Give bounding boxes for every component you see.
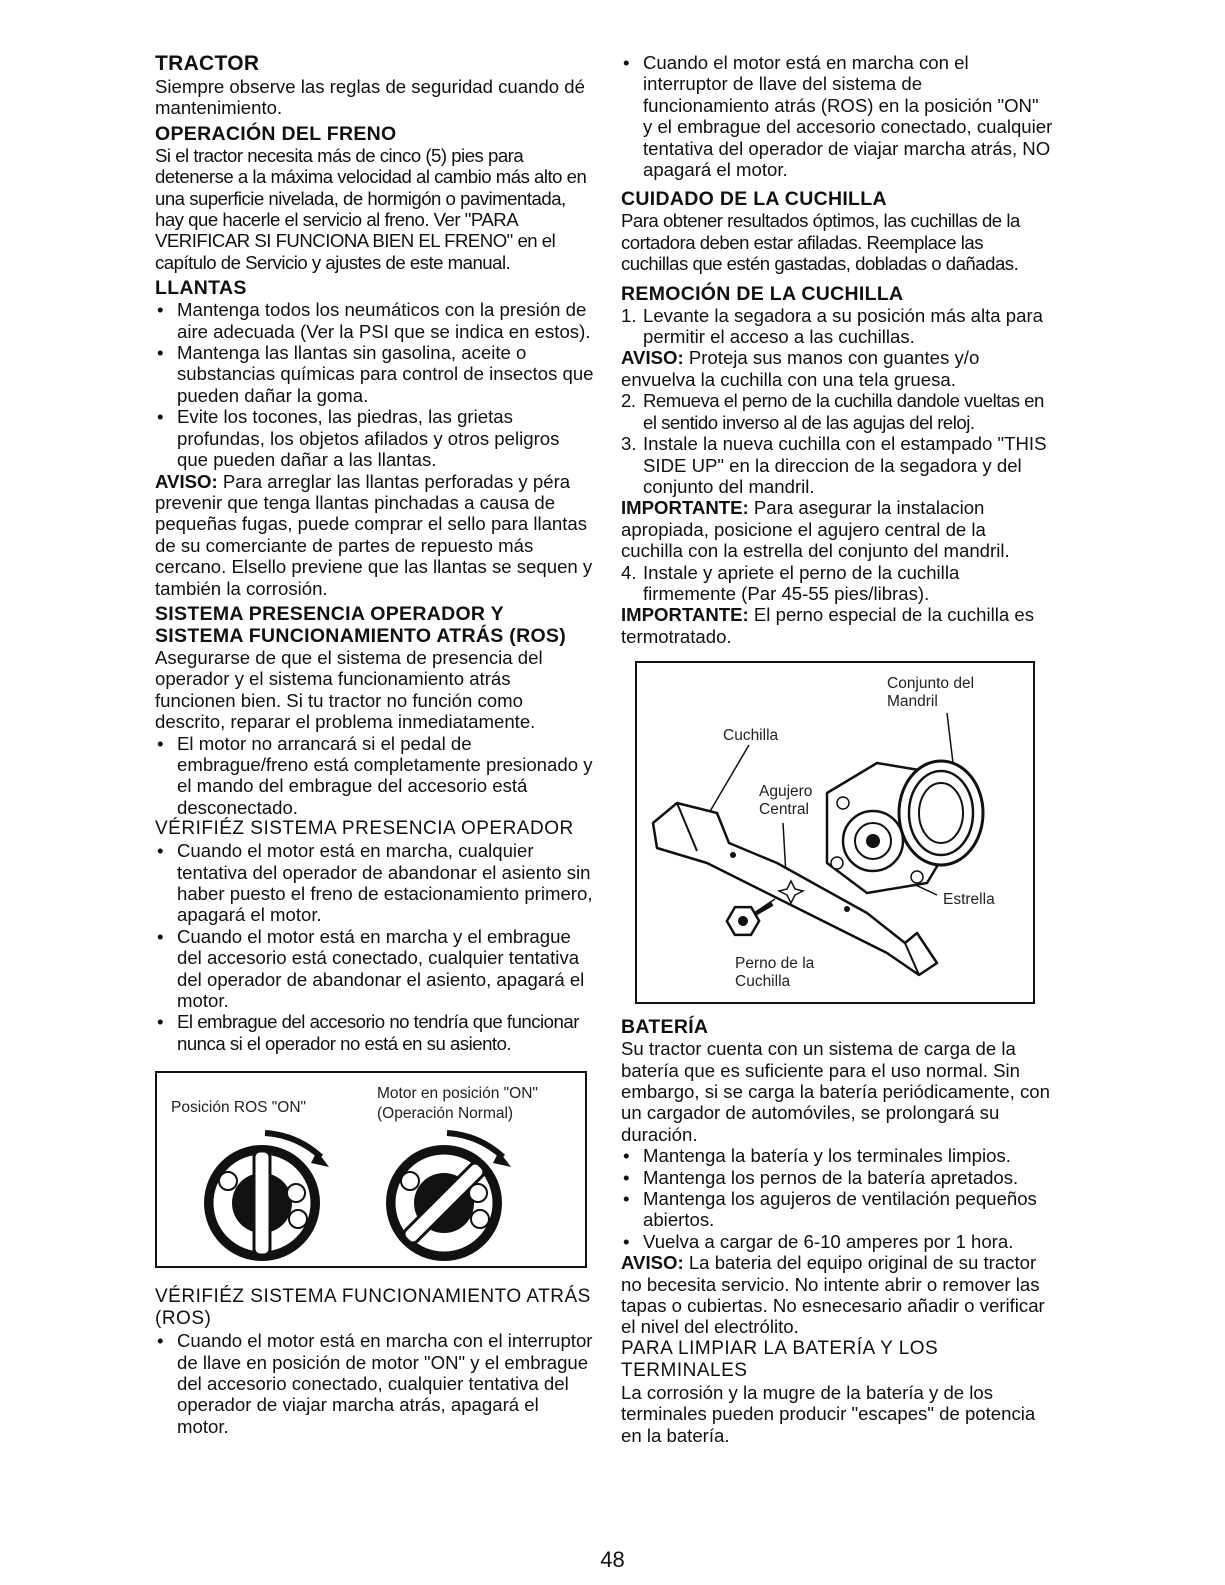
blade-removal-steps [621, 305, 1053, 348]
battery-heading: BATERÍA [621, 1016, 709, 1039]
blade-care-text: Para obtener resultados óptimos, las cuchillas de la cortadora deben estar afiladas. Reemplace las cuchillas que estén gastadas, dobladas o dañadas. [621, 210, 1020, 275]
ros-text: Asegurarse de que el sistema de presencia del operador y el sistema funcionamiento atrás funcionen bien. Si tu tractor no función como descrito, reparar el problema inmediatamente. [155, 646, 543, 733]
tires-list [155, 299, 595, 470]
list-item: • Cuando el motor está en marcha y el embrague del accesorio está conectado, cualquier tentativa del operador de abandonar el asiento, apagará el motor. [155, 926, 595, 1012]
ros-switch-figure [155, 1071, 587, 1268]
normal-operation-label: (Operación Normal) [377, 1105, 514, 1123]
mandrel-label: Conjunto del [887, 675, 975, 693]
brake-heading: OPERACIÓN DEL FRENO [155, 122, 397, 145]
blade-care-heading: CUIDADO DE LA CUCHILLA [621, 188, 887, 211]
blade-assembly-figure [635, 661, 1035, 1004]
list-item: 3. Instale la nueva cuchilla con el estampado "THIS SIDE UP" en la direccion de la segadora y del conjunto del mandril. [621, 433, 1047, 497]
list-item: • El motor no arrancará si el pedal de embrague/freno está completamente presionado y el mando del embrague del accesorio está desconectado. [155, 733, 595, 819]
list-item: • Cuando el motor está en marcha con el interruptor de llave del sistema de funcionamiento atrás (ROS) en la posición "ON" y el embrague del accesorio conectado, cualquier tentativa del operador de viajar marcha atrás, NO apagará el motor. [621, 52, 1053, 180]
list-item: • Mantenga las llantas sin gasolina, aceite o substancias químicas para control de insectos que pueden dañar la goma. [155, 342, 595, 406]
clean-battery-heading: PARA LIMPIAR LA BATERÍA Y LOS TERMINALES [621, 1337, 939, 1381]
important-note: IMPORTANTE: Para asegurar la instalacion apropiada, posicione el agujero central de la cuchilla con la estrella del conjunto del mandril. [621, 497, 1010, 562]
tractor-text: Siempre observe las reglas de seguridad cuando dé mantenimiento. [155, 76, 585, 119]
bolt-label-2: Cuchilla [735, 973, 791, 991]
battery-list [621, 1145, 1053, 1252]
list-item: 2. Remueva el perno de la cuchilla dandole vueltas en el sentido inverso al de las agujas del reloj. [621, 390, 1044, 433]
ignition-key-switch-icon [157, 1073, 585, 1266]
list-item: • Evite los tocones, las piedras, las grietas profundas, los objetos afilados y otros peligros que pueden dañar a las llantas. [155, 406, 595, 470]
list-item: • El embrague del accesorio no tendría que funcionar nunca si el operador no está en su asiento. [155, 1011, 595, 1054]
tractor-heading: TRACTOR [155, 52, 260, 75]
mandrel-label-2: Mandril [887, 693, 938, 711]
blade-note: AVISO: Proteja sus manos con guantes y/o envuelva la cuchilla con una tela gruesa. [621, 347, 980, 390]
important-note-2: IMPORTANTE: El perno especial de la cuchilla es termotratado. [621, 604, 1035, 647]
battery-text: Su tractor cuenta con un sistema de carga de la batería que es suficiente para el uso normal. Sin embargo, si se carga la batería periódicamente, con un cargador de automóviles, se prolongará su duración. [621, 1038, 1050, 1145]
battery-note: AVISO: La bateria del equipo original de su tractor no becesita servicio. No intente abrir o remover las tapas o cubiertas. No esnecesario añadir o verificar el nivel del electrólito. [621, 1252, 1045, 1338]
verify-operator-list [155, 840, 595, 1054]
verify-ros-heading: VÉRIFIÉZ SISTEMA FUNCIONAMIENTO ATRÁS (ROS) [155, 1286, 591, 1330]
blade-removal-steps-2 [621, 390, 1053, 497]
list-item: • Mantenga la batería y los terminales limpios. [621, 1145, 1053, 1166]
ros-heading: SISTEMA PRESENCIA OPERADOR Y SISTEMA FUNCIONAMIENTO ATRÁS (ROS) [155, 602, 567, 647]
list-item: • Vuelva a cargar de 6-10 amperes por 1 hora. [621, 1231, 1053, 1252]
list-item: • Cuando el motor está en marcha con el interruptor de llave en posición de motor "ON" y el embrague del accesorio conectado, cualquier tentativa del operador de viajar marcha atrás, apagará el motor. [155, 1330, 595, 1437]
note-label: AVISO: [155, 470, 218, 492]
left-column [155, 52, 595, 1437]
motor-on-label: Motor en posición "ON" [377, 1085, 538, 1103]
center-hole-label: Agujero [759, 783, 813, 801]
verify-ros-list [155, 1330, 595, 1437]
blade-removal-heading: REMOCIÓN DE LA CUCHILLA [621, 282, 904, 305]
bolt-label: Perno de la [735, 955, 815, 973]
center-hole-label-2: Central [759, 801, 809, 819]
list-item: 4. Instale y apriete el perno de la cuchilla firmemente (Par 45-55 pies/libras). [621, 561, 960, 604]
list-item: • Mantenga los agujeros de ventilación pequeños abiertos. [621, 1188, 1053, 1231]
tires-note [155, 471, 595, 599]
ros-list [155, 733, 595, 819]
star-label: Estrella [943, 891, 995, 909]
brake-text: Si el tractor necesita más de cinco (5) pies para detenerse a la máxima velocidad al cambio más alto en una superficie nivelada, de hormigón o pavimentada, hay que hacerle el servicio al freno. Ver "PARA VERIFICAR SI FUNCIONA BIEN EL FRENO" en el capítulo de Servicio y ajustes de este manual. [155, 144, 587, 273]
list-item: • Cuando el motor está en marcha, cualquier tentativa del operador de abandonar el asiento sin haber puesto el freno de estacionamiento primero, apagará el motor. [155, 840, 595, 926]
mower-blade-assembly-illustration [637, 663, 1033, 1002]
blade-removal-steps-3 [621, 562, 1053, 605]
note-text: Para arreglar las llantas perforadas y péra prevenir que tenga llantas pinchadas a causa de pequeñas fugas, puede comprar el sello para llantas de su comerciante de partes de repuesto más cercano. Elsello previene que las llantas se sequen y también la corrosión. [155, 470, 593, 599]
list-item: • Mantenga todos los neumáticos con la presión de aire adecuada (Ver la PSI que se indica en estos). [155, 299, 595, 342]
ros-on-label: Posición ROS "ON" [171, 1099, 307, 1117]
right-column [621, 52, 1053, 1446]
page-number: 48 [600, 1547, 625, 1572]
list-item: • Mantenga los pernos de la batería apretados. [621, 1167, 1053, 1188]
tires-heading: LLANTAS [155, 277, 247, 300]
ros-list-continued [621, 52, 1053, 180]
verify-operator-heading: VÉRIFIÉZ SISTEMA PRESENCIA OPERADOR [155, 818, 574, 840]
clean-battery-text: La corrosión y la mugre de la batería y de los terminales pueden producir "escapes" de potencia en la batería. [621, 1381, 1036, 1446]
blade-label: Cuchilla [723, 727, 779, 745]
list-item: 1. Levante la segadora a su posición más alta para permitir el acceso a las cuchillas. [621, 304, 1044, 348]
